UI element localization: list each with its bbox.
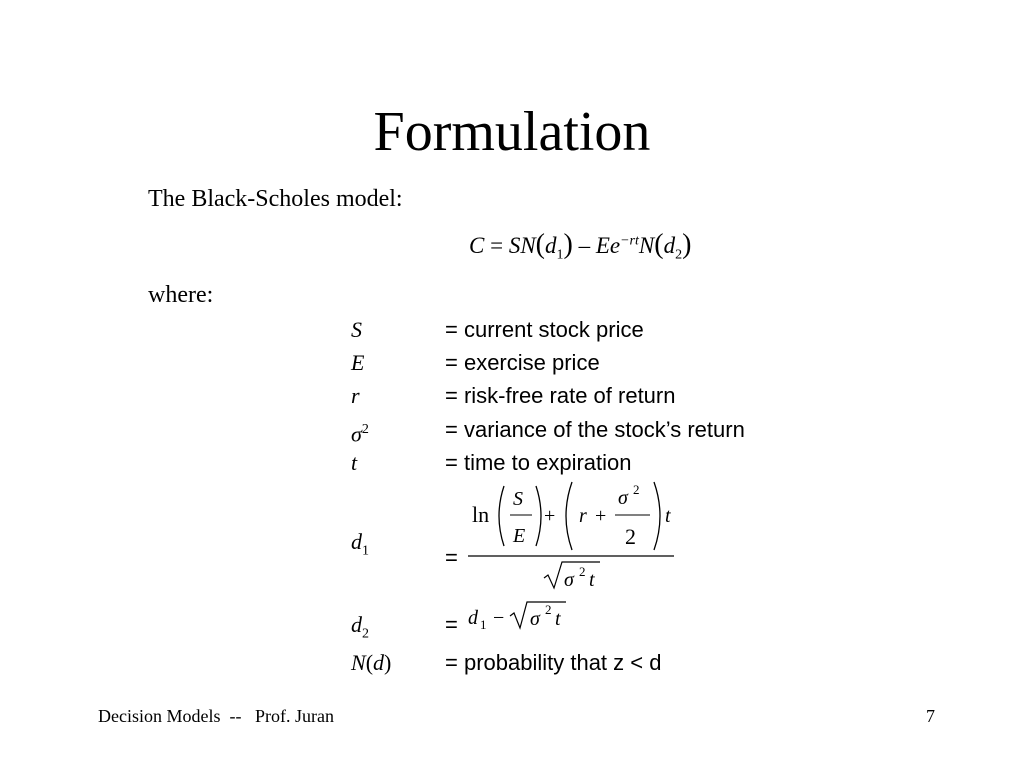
d1-fraction xyxy=(462,478,682,598)
formula-exponent: −rt xyxy=(620,233,639,249)
d2-minus: − xyxy=(493,607,505,629)
where-label: where: xyxy=(148,282,214,308)
formula-minus: – xyxy=(578,233,591,258)
d1-symbol xyxy=(351,527,369,566)
Nd-close: ) xyxy=(384,650,392,675)
Nd-symbol xyxy=(351,648,391,678)
def-text-E: = exercise price xyxy=(445,350,600,375)
def-text-r: = risk-free rate of return xyxy=(445,383,676,408)
def-sigma-sup: 2 xyxy=(361,422,369,437)
d1-E: E xyxy=(513,525,526,547)
d2-d1-sub: 1 xyxy=(480,617,487,632)
d2-t: t xyxy=(555,608,561,630)
Nd-N: N xyxy=(351,650,366,675)
intro-text: The Black-Scholes model: xyxy=(148,186,403,212)
d1-r: r xyxy=(579,505,587,527)
formula-Ee: Ee xyxy=(595,233,621,258)
footer-course: Decision Models -- Prof. Juran xyxy=(98,706,334,726)
d2-expression xyxy=(466,596,586,636)
d2-d1: d xyxy=(468,607,478,629)
def-symbol-S: S xyxy=(351,317,362,342)
formula-N: N xyxy=(638,233,655,258)
d1-two: 2 xyxy=(625,524,636,549)
d1-paren-right-1 xyxy=(536,486,541,546)
formula-d2: d xyxy=(663,233,676,258)
d1-plus: + xyxy=(544,505,556,527)
d2-symbol xyxy=(351,610,369,649)
d1-paren-left-2 xyxy=(566,482,572,550)
d2-symbol-d: d xyxy=(351,612,362,637)
def-symbol-E: E xyxy=(351,350,365,375)
d1-den-sigma-sup: 2 xyxy=(579,564,586,579)
d1-paren-right-2 xyxy=(654,482,660,550)
d1-sigma-sup: 2 xyxy=(633,482,640,497)
formula-eq: = xyxy=(490,233,504,258)
formula-d2-sub: 2 xyxy=(675,247,683,263)
def-symbol-r: r xyxy=(351,383,360,408)
d1-paren-left-1 xyxy=(499,486,504,546)
d1-t: t xyxy=(665,505,671,527)
formula-d1-sub: 1 xyxy=(556,247,564,263)
def-symbol-t: t xyxy=(351,450,358,475)
formula-SN: SN xyxy=(508,233,536,258)
d2-sigma: σ xyxy=(530,608,540,630)
slide-title: Formulation xyxy=(373,101,651,163)
d2-sigma-sup: 2 xyxy=(545,602,552,617)
Nd-d: d xyxy=(373,650,385,675)
d1-den-t: t xyxy=(589,569,595,591)
black-scholes-formula: $C = SN(d_1) - Ee^{-rt}N(d_2)$ xyxy=(469,229,692,263)
d2-eq: = xyxy=(445,612,458,637)
d1-eq: = xyxy=(445,545,458,570)
formula-d1: d xyxy=(545,233,557,258)
Nd-text: = probability that z < d xyxy=(445,650,662,675)
d1-symbol-sub: 1 xyxy=(362,543,369,559)
def-sigma: σ xyxy=(351,421,362,447)
d1-plus-2: + xyxy=(595,505,607,527)
d1-sigma: σ xyxy=(618,487,628,509)
slide-number: 7 xyxy=(926,706,935,726)
def-text-sigma2: = variance of the stock’s return xyxy=(445,417,745,442)
d1-ln: ln xyxy=(472,502,490,527)
formula-C: C xyxy=(469,233,485,258)
def-text-S: = current stock price xyxy=(445,317,644,342)
d1-den-sigma: σ xyxy=(564,569,574,591)
def-text-t: = time to expiration xyxy=(445,450,632,475)
d2-symbol-sub: 2 xyxy=(362,626,369,642)
d1-symbol-d: d xyxy=(351,529,362,554)
def-symbol-sigma2 xyxy=(351,415,369,449)
Nd-open: ( xyxy=(365,650,374,675)
d1-S: S xyxy=(513,488,523,510)
